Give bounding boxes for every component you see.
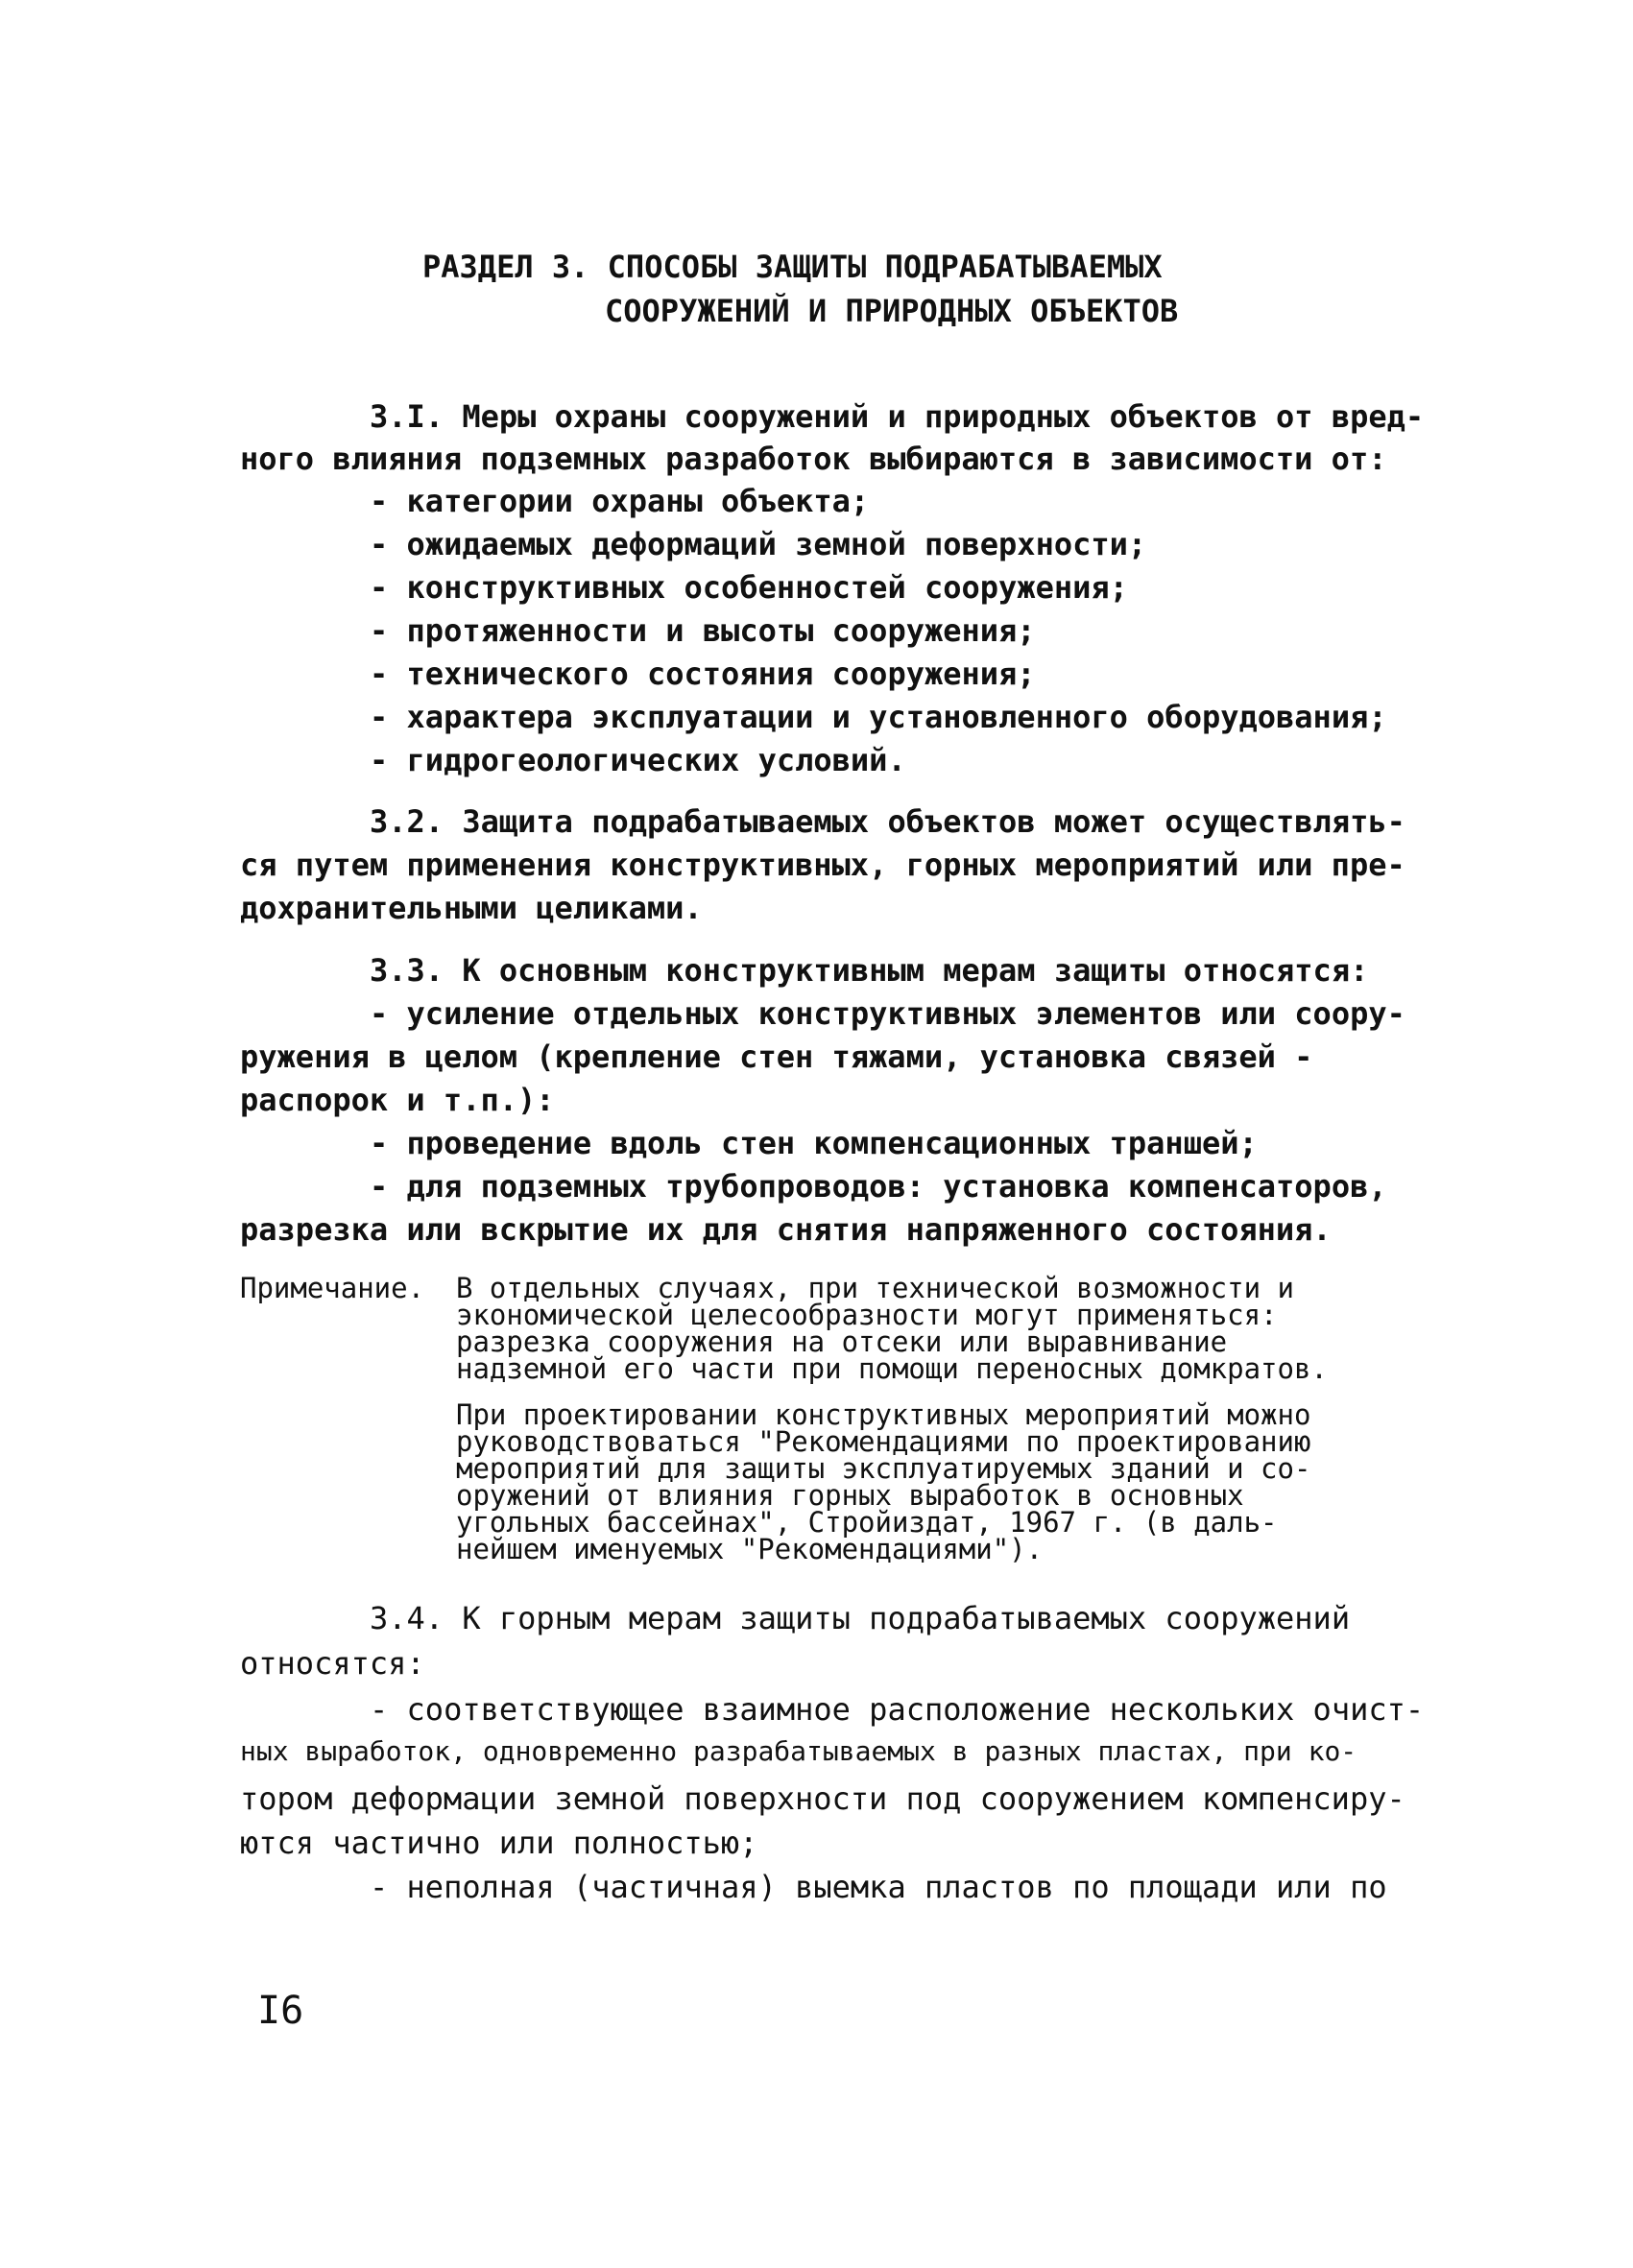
para-3-4-line-1: 3.4. К горным мерам защиты подрабатываемых сооружений [370,1600,1351,1636]
list-item: - протяженности и высоты сооружения; [370,612,1036,649]
para-3-3-line-2: - усиление отдельных конструктивных элементов или соору- [370,995,1405,1032]
para-3-3-line-7: разрезка или вскрытие их для снятия напряженного состояния. [240,1211,1332,1248]
section-heading-line-1: РАЗДЕЛ 3. СПОСОБЫ ЗАЩИТЫ ПОДРАБАТЫВАЕМЫХ [422,249,1163,285]
para-3-1-line-1: 3.I. Меры охраны сооружений и природных объектов от вред- [370,398,1425,435]
page-number: I6 [257,1989,304,2033]
para-3-4-line-4: ных выработок, одновременно разрабатываемых в разных пластах, при ко- [240,1735,1357,1767]
list-item: - характера эксплуатации и установленного оборудования; [370,699,1387,735]
para-3-3-line-3: ружения в целом (крепление стен тяжами, установка связей - [240,1039,1313,1075]
list-item: - гидрогеологических условий. [370,742,906,778]
para-3-2-line-2: ся путем применения конструктивных, горных мероприятий или пре- [240,847,1405,883]
section-heading-line-2: СООРУЖЕНИЙ И ПРИРОДНЫХ ОБЪЕКТОВ [605,293,1179,329]
para-3-4-line-6: ются частично или полностью; [240,1825,758,1861]
note-p1-line: разрезка сооружения на отсеки или выравнивание [456,1325,1228,1358]
note-p1-line: В отдельных случаях, при технической возможности и [456,1272,1294,1304]
note-p2-line: нейшем именуемых "Рекомендациями"). [456,1533,1044,1565]
para-3-4-line-3: - соответствующее взаимное расположение нескольких очист- [370,1691,1425,1728]
para-3-3-line-6: - для подземных трубопроводов: установка компенсаторов, [370,1168,1387,1205]
note-label: Примечание. [240,1272,425,1304]
para-3-4-line-2: относятся: [240,1645,425,1682]
para-3-4-line-5: тором деформации земной поверхности под сооружением компенсиру- [240,1780,1405,1817]
note-p2-line: При проектировании конструктивных мероприятий можно [456,1398,1311,1431]
list-item: - категории охраны объекта; [370,483,870,519]
para-3-3-line-4: распорок и т.п.): [240,1082,555,1118]
note-p2-line: угольных бассейнах", Стройиздат, 1967 г. (в даль- [456,1506,1278,1539]
para-3-2-line-1: 3.2. Защита подрабатываемых объектов может осуществлять- [370,803,1405,840]
para-3-2-line-3: дохранительными целиками. [240,890,703,926]
note-p1-line: экономической целесообразности могут применяться: [456,1299,1278,1331]
note-p2-line: руководствоваться "Рекомендациями по проектированию [456,1425,1311,1458]
note-p1-line: надземной его части при помощи переносных домкратов. [456,1352,1328,1385]
note-p2-line: мероприятий для защиты эксплуатируемых зданий и со- [456,1452,1311,1485]
para-3-1-line-2: ного влияния подземных разработок выбираются в зависимости от: [240,441,1387,477]
list-item: - ожидаемых деформаций земной поверхности; [370,526,1147,562]
list-item: - технического состояния сооружения; [370,656,1036,692]
para-3-3-line-1: 3.3. К основным конструктивным мерам защиты относятся: [370,952,1369,989]
para-3-4-line-7: - неполная (частичная) выемка пластов по площади или по [370,1869,1387,1905]
para-3-3-line-5: - проведение вдоль стен компенсационных траншей; [370,1125,1258,1161]
note-p2-line: оружений от влияния горных выработок в основных [456,1479,1244,1512]
list-item: - конструктивных особенностей сооружения; [370,569,1128,606]
